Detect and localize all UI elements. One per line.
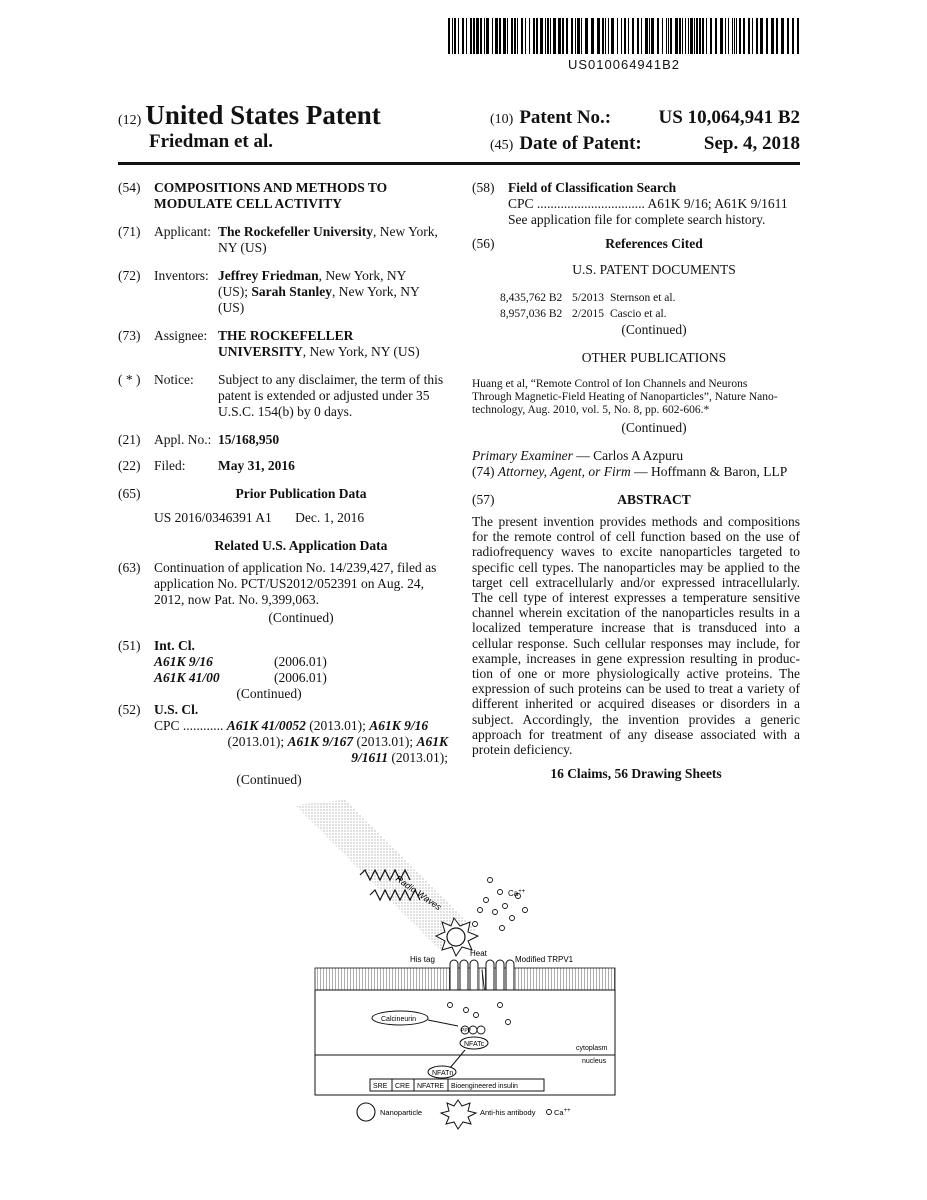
barcode-bar bbox=[756, 18, 758, 54]
publication-line: technology, Aug. 2010, vol. 5, No. 8, pp. 602-606.* bbox=[472, 404, 710, 416]
appl-no: 15/168,950 bbox=[218, 432, 280, 447]
notice-label: Notice: bbox=[154, 372, 194, 387]
publication-line: Through Magnetic-Field Heating of Nanoparticles”, Nature Nano- bbox=[472, 391, 778, 403]
barcode-bar bbox=[645, 18, 648, 54]
heat-label: Heat bbox=[470, 949, 487, 958]
cpc-date: (2013.01); bbox=[388, 750, 448, 765]
cre-label: CRE bbox=[395, 1083, 410, 1090]
insulin-label: Bioengineered insulin bbox=[451, 1083, 518, 1090]
other-pubs-title: OTHER PUBLICATIONS bbox=[581, 350, 727, 365]
attorney-name: — Hoffmann & Baron, LLP bbox=[630, 464, 788, 479]
barcode-bar bbox=[517, 18, 518, 54]
cpc-code: A61K bbox=[416, 734, 448, 749]
barcode-bar bbox=[662, 18, 663, 54]
barcode-bar bbox=[649, 18, 650, 54]
ref-number: 8,957,036 B2 bbox=[500, 308, 563, 320]
patent-type-header bbox=[118, 100, 381, 153]
abstract-line: The cell type of interest expresses a temperature sensitive bbox=[472, 590, 800, 606]
legend-antibody-icon bbox=[441, 1100, 476, 1129]
patent-no-label: Patent No.: bbox=[519, 107, 612, 128]
inid-code: (56) bbox=[472, 236, 495, 251]
calcineurin-label: Calcineurin bbox=[381, 1016, 417, 1023]
barcode-bar bbox=[797, 18, 799, 54]
prior-pub-title: Prior Publication Data bbox=[235, 486, 367, 501]
notice-line: patent is extended or adjusted under 35 bbox=[218, 388, 430, 403]
ca-label: Ca++ bbox=[508, 889, 526, 898]
prior-pub-date: Dec. 1, 2016 bbox=[295, 510, 365, 525]
barcode-bar bbox=[511, 18, 513, 54]
barcode-bar bbox=[670, 18, 672, 54]
int-cl-code: A61K 41/00 bbox=[154, 670, 220, 685]
abstract-text bbox=[472, 514, 800, 757]
field-search-note: See application file for complete search history. bbox=[508, 212, 766, 227]
barcode-bar bbox=[466, 18, 467, 54]
abstract-line: for the remote control of cell function based on the use of bbox=[472, 529, 800, 545]
inventor-2-location: , New York, NY bbox=[332, 284, 420, 299]
us-patent-docs-title: U.S. PATENT DOCUMENTS bbox=[572, 262, 736, 277]
barcode-bar bbox=[690, 18, 693, 54]
cytoplasm-label: cytoplasm bbox=[576, 1045, 608, 1052]
barcode-bar bbox=[651, 18, 654, 54]
barcode-bar bbox=[682, 18, 683, 54]
int-cl-code: A61K 9/16 bbox=[154, 654, 213, 669]
filed-label: Filed: bbox=[154, 458, 186, 473]
inid-code: (52) bbox=[118, 702, 141, 717]
continuation-line: application No. PCT/US2012/052391 on Aug. 24, bbox=[154, 576, 424, 591]
barcode-image bbox=[448, 18, 800, 54]
attorney-label: Attorney, Agent, or Firm bbox=[497, 464, 631, 479]
applicant-name: The Rockefeller University bbox=[218, 224, 373, 239]
barcode-bar bbox=[507, 18, 508, 54]
inid-code: (58) bbox=[472, 180, 495, 195]
assignee-location: , New York, NY (US) bbox=[302, 344, 420, 359]
barcode-bar bbox=[545, 18, 546, 54]
references-title: References Cited bbox=[605, 236, 703, 251]
inid-code: (63) bbox=[118, 560, 141, 575]
barcode-bar bbox=[550, 18, 551, 54]
cpc-code: A61K 9/16 bbox=[369, 718, 429, 733]
barcode-bar bbox=[454, 18, 456, 54]
barcode-bar bbox=[699, 18, 701, 54]
assignee-line1: THE ROCKEFELLER bbox=[218, 328, 354, 343]
barcode-bar bbox=[533, 18, 535, 54]
barcode-bar bbox=[725, 18, 726, 54]
inid-code: (22) bbox=[118, 458, 141, 473]
barcode-bar bbox=[732, 18, 733, 54]
inventors-label: Inventors: bbox=[154, 268, 209, 283]
applicant-country: NY (US) bbox=[218, 240, 267, 255]
barcode-bar bbox=[462, 18, 464, 54]
continued-note: (Continued) bbox=[621, 420, 687, 435]
barcode-bar bbox=[675, 18, 678, 54]
appl-label: Appl. No.: bbox=[154, 432, 212, 447]
legend-ca: Ca++ bbox=[554, 1108, 571, 1117]
examiner-field bbox=[472, 448, 800, 480]
notice-line: U.S.C. 154(b) by 0 days. bbox=[218, 404, 353, 419]
calcium-ions bbox=[473, 878, 528, 931]
barcode-bar bbox=[495, 18, 498, 54]
barcode-bar bbox=[702, 18, 704, 54]
ref-name: Sternson et al. bbox=[610, 292, 676, 304]
barcode-bar bbox=[473, 18, 475, 54]
claims-count: 16 Claims, 56 Drawing Sheets bbox=[550, 766, 722, 781]
publication-line: Huang et al, “Remote Control of Ion Channels and Neurons bbox=[472, 378, 748, 390]
barcode-bar bbox=[688, 18, 689, 54]
barcode-bar bbox=[787, 18, 789, 54]
publication-number: US010064941B2 bbox=[567, 57, 681, 72]
abstract-line: expression of such proteins can be used to treat a variety of bbox=[472, 681, 800, 697]
nfatre-label: NFATRE bbox=[417, 1083, 445, 1090]
barcode-bar bbox=[792, 18, 794, 54]
abstract-line: tion of one or more physiologically active proteins. The bbox=[472, 666, 800, 682]
barcode-bar bbox=[503, 18, 506, 54]
barcode-bar bbox=[739, 18, 741, 54]
inid-code: (65) bbox=[118, 486, 141, 501]
inid-code: (71) bbox=[118, 224, 141, 239]
legend-ca-icon bbox=[547, 1110, 552, 1115]
assignee-label: Assignee: bbox=[154, 328, 208, 343]
barcode-bar bbox=[696, 18, 698, 54]
continuation-line: 2012, now Pat. No. 9,399,063. bbox=[154, 592, 319, 607]
barcode-bar bbox=[632, 18, 634, 54]
related-app-title: Related U.S. Application Data bbox=[214, 538, 388, 553]
barcode-bar bbox=[666, 18, 667, 54]
field-search-title: Field of Classification Search bbox=[508, 180, 677, 195]
abstract-line: approach for treatment of any disease associated with a bbox=[472, 726, 800, 742]
inventor-1-location: , New York, NY bbox=[318, 268, 407, 283]
cpc-date: (2013.01); bbox=[305, 718, 370, 733]
int-cl-date: (2006.01) bbox=[274, 670, 327, 685]
his-tag-label: His tag bbox=[410, 955, 435, 964]
barcode-bar bbox=[575, 18, 576, 54]
reference-row bbox=[500, 290, 800, 306]
barcode-bar bbox=[566, 18, 568, 54]
barcode-bar bbox=[448, 18, 450, 54]
cpc-label: CPC ............ bbox=[154, 718, 224, 733]
barcode-bar bbox=[657, 18, 659, 54]
barcode-bar bbox=[760, 18, 763, 54]
abstract-line: The present invention provides methods and compositions bbox=[472, 514, 800, 529]
sre-label: SRE bbox=[373, 1083, 388, 1090]
abstract-line: radiofrequency waves to excite nanoparticles targeted to bbox=[472, 544, 800, 560]
trpv1-label: Modified TRPV1 bbox=[515, 955, 574, 964]
inid-code: (12) bbox=[118, 113, 142, 128]
abstract-line: cellular response. Such cellular responses may include, for bbox=[472, 635, 800, 651]
barcode-bar bbox=[470, 18, 472, 54]
barcode-bar bbox=[668, 18, 669, 54]
inventor-2: Sarah Stanley bbox=[251, 284, 333, 299]
barcode-bar bbox=[486, 18, 489, 54]
barcode-bar bbox=[562, 18, 564, 54]
inventor-1: Jeffrey Friedman bbox=[218, 268, 319, 283]
nfatn-label: NFATn bbox=[432, 1070, 454, 1077]
barcode-bar bbox=[685, 18, 686, 54]
inid-code: (21) bbox=[118, 432, 141, 447]
cpc-code: A61K 9/167 bbox=[287, 734, 354, 749]
legend-nanoparticle-icon bbox=[357, 1103, 375, 1121]
examiner-name: — Carlos A Azpuru bbox=[572, 448, 684, 463]
barcode-bar bbox=[748, 18, 750, 54]
radio-waves-label: Radio Waves bbox=[393, 873, 444, 913]
barcode-bar bbox=[480, 18, 482, 54]
inventor-short: Friedman et al. bbox=[149, 131, 274, 152]
int-cl-label: Int. Cl. bbox=[154, 638, 195, 653]
inid-code: (10) bbox=[490, 112, 514, 127]
abstract-line: localized temperature increase that is transduced into a bbox=[472, 620, 800, 636]
barcode-bar bbox=[781, 18, 784, 54]
barcode-bar bbox=[553, 18, 556, 54]
barcode-bar bbox=[492, 18, 493, 54]
barcode-bar bbox=[577, 18, 580, 54]
applicant-location: , New York, bbox=[372, 224, 438, 239]
barcode-bar bbox=[752, 18, 753, 54]
barcode-bar bbox=[452, 18, 453, 54]
barcode-bar bbox=[611, 18, 614, 54]
filed-date: May 31, 2016 bbox=[218, 458, 295, 473]
continued-note: (Continued) bbox=[268, 610, 334, 625]
ref-date: 2/2015 bbox=[572, 308, 604, 320]
patent-number-header bbox=[490, 107, 800, 155]
inid-code: (45) bbox=[490, 138, 514, 153]
prior-pub-number: US 2016/0346391 A1 bbox=[154, 510, 272, 525]
continued-note: (Continued) bbox=[236, 772, 302, 787]
abstract-line: subject. Accordingly, the invention provides a generic bbox=[472, 711, 800, 727]
barcode-bar bbox=[514, 18, 516, 54]
ref-name: Cascio et al. bbox=[610, 308, 667, 320]
patent-date: Sep. 4, 2018 bbox=[703, 133, 800, 154]
title-line2: MODULATE CELL ACTIVITY bbox=[154, 196, 343, 211]
barcode-bar bbox=[484, 18, 485, 54]
us-cl-label: U.S. Cl. bbox=[154, 702, 199, 717]
title-line1: COMPOSITIONS AND METHODS TO bbox=[154, 180, 388, 195]
examiner-label: Primary Examiner bbox=[472, 448, 573, 463]
inid-code: (74) bbox=[472, 464, 495, 479]
abstract-line: channel wherein excitation of the nanoparticles results in a bbox=[472, 605, 800, 621]
barcode-bar bbox=[706, 18, 707, 54]
abstract-line: different inherited or acquired diseases or disorders in a bbox=[472, 696, 800, 712]
cpc-date: (2013.01); bbox=[353, 734, 417, 749]
barcode-bar bbox=[771, 18, 774, 54]
cpc-date: (2013.01); bbox=[227, 734, 288, 749]
barcode-bar bbox=[637, 18, 639, 54]
barcode-bar bbox=[728, 18, 729, 54]
barcode-bar bbox=[608, 18, 609, 54]
cpc-code: 9/1611 bbox=[351, 750, 388, 765]
inid-code: (57) bbox=[472, 492, 495, 507]
barcode-bar bbox=[679, 18, 681, 54]
assignee-line2: UNIVERSITY bbox=[218, 344, 303, 359]
ref-date: 5/2013 bbox=[572, 292, 604, 304]
patent-no: US 10,064,941 B2 bbox=[658, 107, 800, 128]
cpc-code: A61K 41/0052 bbox=[226, 718, 306, 733]
ref-number: 8,435,762 B2 bbox=[500, 292, 563, 304]
continuation-line: Continuation of application No. 14/239,427, filed as bbox=[154, 560, 437, 575]
ppp-label: PPP bbox=[461, 1028, 472, 1034]
barcode-bar bbox=[710, 18, 712, 54]
notice-line: Subject to any disclaimer, the term of this bbox=[218, 372, 444, 387]
barcode-bar bbox=[521, 18, 523, 54]
inid-code: (72) bbox=[118, 268, 141, 283]
barcode-bar bbox=[597, 18, 600, 54]
abstract-title: ABSTRACT bbox=[617, 492, 691, 507]
barcode-bar bbox=[628, 18, 629, 54]
int-cl-date: (2006.01) bbox=[274, 654, 327, 669]
barcode-bar bbox=[558, 18, 561, 54]
inventor-1-country: (US); bbox=[218, 284, 252, 299]
barcode-bar bbox=[734, 18, 735, 54]
barcode-bar bbox=[624, 18, 626, 54]
barcode-bar bbox=[743, 18, 745, 54]
barcode-bar bbox=[605, 18, 606, 54]
nfatc-label: NFATc bbox=[464, 1041, 485, 1048]
barcode-bar bbox=[776, 18, 778, 54]
abstract-line: example, increases in gene expression resulting in produc- bbox=[472, 650, 800, 666]
barcode-bar bbox=[536, 18, 538, 54]
inid-code: (54) bbox=[118, 180, 141, 195]
barcode-bar bbox=[641, 18, 642, 54]
field-search-cpc: CPC ................................ A61K 9/16; A61K 9/1611 bbox=[508, 196, 788, 211]
abstract-line: specific cell types. The nanoparticles may be applied to the bbox=[472, 559, 800, 575]
reference-row bbox=[500, 306, 800, 322]
abstract-line: target cell extracellularly and/or expressed intracellularly. bbox=[472, 574, 800, 590]
continued-note: (Continued) bbox=[236, 686, 302, 701]
barcode-bar bbox=[547, 18, 549, 54]
barcode-bar bbox=[720, 18, 723, 54]
inid-code: (73) bbox=[118, 328, 141, 343]
barcode-bar bbox=[602, 18, 604, 54]
legend-nanoparticle: Nanoparticle bbox=[380, 1108, 423, 1117]
barcode-bar bbox=[766, 18, 768, 54]
patent-figure bbox=[290, 800, 650, 1130]
inid-code: (51) bbox=[118, 638, 141, 653]
barcode-bar bbox=[529, 18, 530, 54]
barcode-bar bbox=[499, 18, 501, 54]
header-rule bbox=[118, 162, 800, 165]
barcode-bar bbox=[581, 18, 582, 54]
barcode-bar bbox=[736, 18, 737, 54]
barcode-bar bbox=[694, 18, 695, 54]
barcode-bar bbox=[585, 18, 588, 54]
barcode-bar bbox=[525, 18, 526, 54]
nucleus-label: nucleus bbox=[582, 1058, 607, 1065]
barcode-bar bbox=[571, 18, 573, 54]
barcode-bar bbox=[591, 18, 594, 54]
barcode-bar bbox=[617, 18, 618, 54]
applicant-label: Applicant: bbox=[154, 224, 211, 239]
barcode-bar bbox=[476, 18, 479, 54]
inventor-2-country: (US) bbox=[218, 300, 245, 315]
barcode-bar bbox=[715, 18, 717, 54]
left-column bbox=[118, 180, 448, 787]
barcode-bar bbox=[458, 18, 459, 54]
inid-code: ( * ) bbox=[118, 372, 141, 387]
barcode-bar bbox=[621, 18, 622, 54]
right-column bbox=[472, 180, 800, 780]
barcode-bar bbox=[540, 18, 543, 54]
legend-antibody: Anti-his antibody bbox=[480, 1108, 536, 1117]
abstract-line: protein deficiency. bbox=[472, 742, 573, 758]
patent-type: United States Patent bbox=[145, 100, 381, 130]
nanoparticle bbox=[447, 928, 465, 946]
continued-note: (Continued) bbox=[621, 322, 687, 337]
date-label: Date of Patent: bbox=[519, 133, 642, 154]
